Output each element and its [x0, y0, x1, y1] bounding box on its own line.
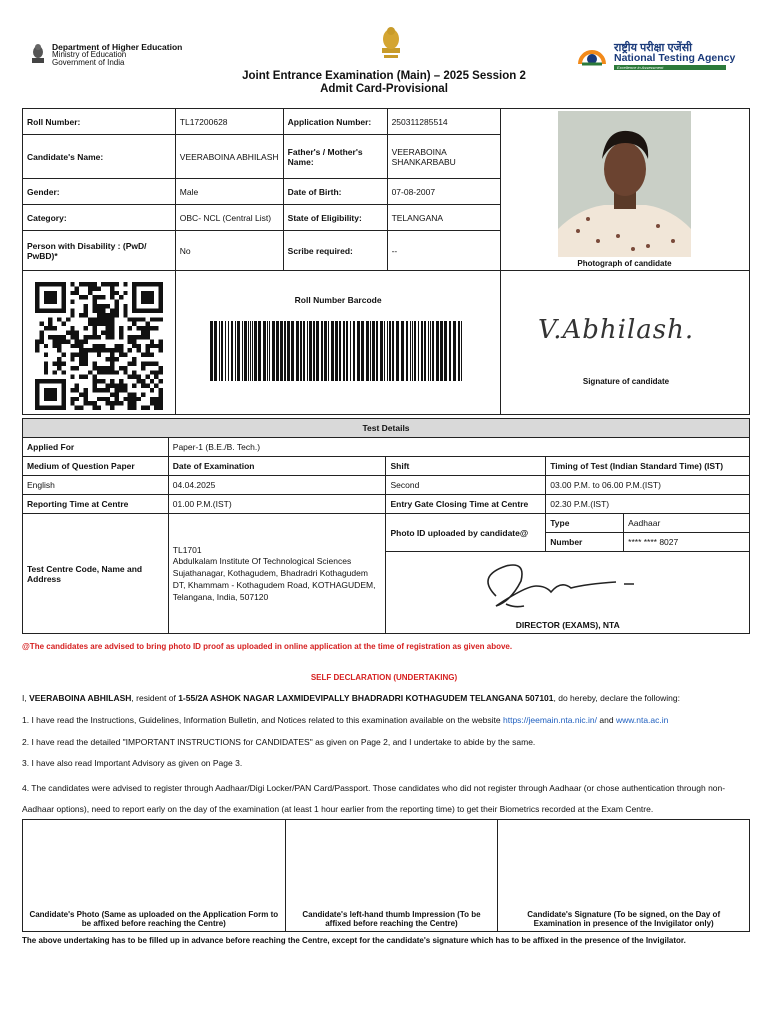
person-photo-icon	[558, 111, 691, 257]
father-value: VEERABOINA SHANKARBABU	[387, 135, 501, 179]
application-value: 250311285514	[387, 109, 501, 135]
timing-label: Timing of Test (Indian Standard Time) (IST)	[546, 457, 750, 476]
decl-mid: , resident of	[131, 693, 179, 703]
self-declaration-title: SELF DECLARATION (UNDERTAKING)	[310, 673, 458, 682]
decl-address: 1-55/2A ASHOK NAGAR LAXMIDEVIPALLY BHADRADRI KOTHAGUDEM TELANGANA 507101	[178, 693, 554, 703]
roll-value: TL17200628	[175, 109, 283, 135]
medium-value: English	[23, 476, 169, 495]
category-value: OBC- NCL (Central List)	[175, 205, 283, 231]
admit-card-title: Admit Card-Provisional	[320, 83, 448, 95]
id-number-value: **** **** 8027	[624, 533, 750, 552]
declaration-point-3: 3. I have also read Important Advisory as given on Page 3.	[22, 758, 243, 768]
signature-box: Candidate's Signature (To be signed, on the Day of Examination in presence of the Invigilator only)	[498, 820, 750, 932]
id-type-label: Type	[546, 514, 624, 533]
candidate-photo	[558, 111, 691, 257]
scribe-value: --	[387, 231, 501, 271]
id-type-value: Aadhaar	[624, 514, 750, 533]
father-label: Father's / Mother's Name:	[283, 135, 387, 179]
national-emblem-icon	[376, 24, 406, 60]
application-label: Application Number:	[283, 109, 387, 135]
barcode-label: Roll Number Barcode	[294, 295, 382, 305]
undertaking-boxes	[22, 819, 750, 932]
photo-affix-box: Candidate's Photo (Same as uploaded on the Application Form to be affixed before reaching the Centre)	[23, 820, 286, 932]
test-details-table	[22, 418, 750, 634]
photo-id-note: @The candidates are advised to bring photo ID proof as uploaded in online application at the time of registration as given above.	[22, 642, 513, 651]
roll-label: Roll Number:	[23, 109, 176, 135]
nta-emblem-icon	[577, 42, 607, 68]
undertaking-note: The above undertaking has to be filled up in advance before reaching the Centre, except for the candidate's signature which has to be affixed in the presence of the Invigilator.	[22, 936, 686, 945]
category-label: Category:	[23, 205, 176, 231]
gender-label: Gender:	[23, 179, 176, 205]
id-number-label: Number	[546, 533, 624, 552]
ministry-name: Ministry of Education	[52, 50, 127, 59]
ministry-logo	[30, 42, 230, 68]
date-label: Date of Examination	[168, 457, 386, 476]
state-label: State of Eligibility:	[283, 205, 387, 231]
shift-value: Second	[386, 476, 546, 495]
dept-name: Department of Higher Education	[52, 42, 183, 52]
photoid-label: Photo ID uploaded by candidate@	[386, 514, 546, 552]
centre-label: Test Centre Code, Name and Address	[23, 514, 169, 634]
declaration-point-2: 2. I have read the detailed "IMPORTANT INSTRUCTIONS for CANDIDATES" as given on Page 2, and I undertake to abide by the same.	[22, 737, 536, 747]
nta-english-name: National Testing Agency	[614, 52, 736, 64]
photo-caption: Photograph of candidate	[577, 259, 672, 268]
candidate-signature: V.Abhilash.	[538, 315, 695, 345]
nta-hindi-name: राष्ट्रीय परीक्षा एजेंसी	[614, 42, 692, 54]
gate-label: Entry Gate Closing Time at Centre	[386, 495, 546, 514]
centre-address: Abdulkalam Institute Of Technological Sciences Sujathanagar, Kothagudem, Bhadradri Kothagudem DT, Khammam - Kothagudem Road, KOTHAGUDEM, Telangana, India, 507120	[172, 555, 376, 602]
decl-name: VEERABOINA ABHILASH	[29, 693, 132, 703]
ashoka-emblem-icon	[30, 42, 46, 66]
declaration-point-1	[22, 714, 752, 726]
qr-code-icon	[32, 282, 166, 410]
director-signature-icon	[466, 556, 666, 616]
gov-name: Government of India	[52, 58, 125, 67]
signature-caption: Signature of candidate	[582, 377, 670, 386]
dob-label: Date of Birth:	[283, 179, 387, 205]
test-details-title: Test Details	[23, 419, 750, 438]
gate-value: 02.30 P.M.(IST)	[546, 495, 750, 514]
pwd-value: No	[175, 231, 283, 271]
applied-label: Applied For	[23, 438, 169, 457]
dob-value: 07-08-2007	[387, 179, 501, 205]
roll-barcode-icon	[210, 321, 466, 381]
state-value: TELANGANA	[387, 205, 501, 231]
exam-title: Joint Entrance Examination (Main) – 2025 Session 2	[242, 70, 526, 82]
pwd-label: Person with Disability : (PwD/ PwBD)*	[23, 231, 176, 271]
thumb-impression-box: Candidate's left-hand thumb Impression (To be affixed before reaching the Centre)	[285, 820, 498, 932]
name-value: VEERABOINA ABHILASH	[175, 135, 283, 179]
decl-post: , do hereby, declare the following:	[553, 693, 680, 703]
jeemain-link[interactable]: https://jeemain.nta.nic.in/	[503, 715, 598, 725]
declaration-line	[22, 692, 752, 704]
name-label: Candidate's Name:	[23, 135, 176, 179]
shift-label: Shift	[386, 457, 546, 476]
gender-value: Male	[175, 179, 283, 205]
centre-code: TL1701	[172, 544, 202, 555]
medium-label: Medium of Question Paper	[23, 457, 169, 476]
declaration-point-4: 4. The candidates were advised to register through Aadhaar/Digi Locker/PAN Card/Passport. Those candidates who did not register through Aadhaar (or chose authentication through non-Aadhaar options), need to report early on the day of the examination (at least 1 hour earlier from the reporting time) to get their Biometrics recorded at the Exam Centre.	[22, 783, 726, 814]
nta-link[interactable]: www.nta.ac.in	[615, 715, 669, 725]
nta-logo	[577, 40, 757, 72]
timing-value: 03.00 P.M. to 06.00 P.M.(IST)	[546, 476, 750, 495]
applied-value: Paper-1 (B.E./B. Tech.)	[168, 438, 749, 457]
reporting-value: 01.00 P.M.(IST)	[168, 495, 386, 514]
director-label: DIRECTOR (EXAMS), NTA	[515, 620, 620, 630]
date-value: 04.04.2025	[168, 476, 386, 495]
scribe-label: Scribe required:	[283, 231, 387, 271]
p1-text: 1. I have read the Instructions, Guidelines, Information Bulletin, and Notices related to this examination available on the website	[22, 715, 503, 725]
decl-pre: I,	[22, 693, 30, 703]
nta-tagline: Excellence in Assessment	[617, 65, 664, 70]
reporting-label: Reporting Time at Centre	[23, 495, 169, 514]
p1-and: and	[597, 715, 616, 725]
